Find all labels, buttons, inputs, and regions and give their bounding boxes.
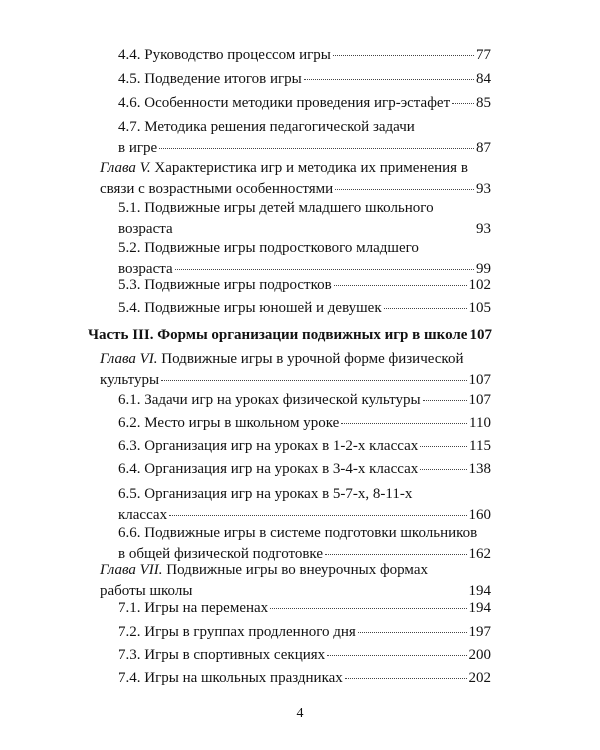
footer-page-number: 4 (296, 706, 304, 721)
toc-page-number: 138 (468, 461, 491, 477)
chapter-label: Глава V. (100, 160, 151, 176)
chapter-title: Подвижные игры в урочной форме физической (157, 351, 464, 367)
toc-page-number: 107 (469, 327, 492, 343)
toc-page-number: 105 (468, 300, 491, 316)
leader-dots (423, 399, 467, 401)
toc-page-number: 200 (468, 647, 491, 663)
toc-page-number: 202 (468, 670, 491, 686)
toc-entry-title: 4.6. Особенности методики проведения игр-эстафет (118, 95, 451, 111)
leader-dots (333, 54, 474, 56)
toc-page-number: 77 (476, 47, 491, 63)
toc-entry (118, 436, 491, 457)
toc-entry-title-cont: возраста (118, 261, 173, 277)
leader-dots (270, 607, 466, 609)
leader-dots (420, 445, 467, 447)
leader-dots (384, 307, 467, 309)
toc-page-number: 197 (468, 624, 491, 640)
toc-entry-title: 4.7. Методика решения педагогической задачи (118, 119, 415, 135)
leader-dots (341, 422, 467, 424)
toc-entry-title: 5.4. Подвижные игры юношей и девушек (118, 300, 382, 316)
leader-dots (335, 188, 474, 190)
toc-chapter (100, 349, 491, 391)
chapter-label: Глава VII. (100, 562, 163, 578)
chapter-title: Подвижные игры во внеурочных формах (162, 562, 428, 578)
leader-dots (452, 102, 474, 104)
toc-chapter (100, 560, 491, 602)
leader-dots (358, 631, 467, 633)
toc-entry-title: 4.5. Подведение итогов игры (118, 71, 302, 87)
toc-page-number: 194 (468, 600, 491, 616)
toc-page-number: 115 (469, 438, 491, 454)
toc-page-number: 93 (476, 181, 491, 197)
toc-entry (118, 598, 491, 619)
toc-entry-title: 6.2. Место игры в школьном уроке (118, 415, 340, 431)
toc-entry-title: 7.1. Игры на переменах (118, 600, 269, 616)
toc-entry (118, 275, 491, 296)
leader-dots (334, 284, 467, 286)
toc-page-number: 102 (468, 277, 491, 293)
toc-page-number: 84 (476, 71, 491, 87)
toc-entry (118, 668, 491, 689)
toc-entry (118, 238, 491, 280)
toc-entry-title: 5.3. Подвижные игры подростков (118, 277, 332, 293)
leader-dots (327, 654, 466, 656)
toc-entry (118, 459, 491, 480)
toc-entry (118, 413, 491, 434)
toc-page-number: 107 (468, 372, 491, 388)
leader-dots (161, 379, 466, 381)
toc-entry-title: 7.3. Игры в спортивных секциях (118, 647, 326, 663)
chapter-title: Характеристика игр и методика их применения в (150, 160, 468, 176)
toc-page-number: 194 (468, 583, 491, 599)
toc-entry-title: 7.2. Игры в группах продленного дня (118, 624, 356, 640)
toc-entry (118, 45, 491, 66)
toc-entry-title: 6.1. Задачи игр на уроках физической культуры (118, 392, 421, 408)
toc-entry-title: 5.1. Подвижные игры детей младшего школьного (118, 200, 434, 216)
toc-page-number: 160 (468, 507, 491, 523)
leader-dots (325, 553, 466, 555)
toc-entry-title: 5.2. Подвижные игры подросткового младшего (118, 240, 419, 256)
toc-entry-title-cont: в игре (118, 140, 158, 156)
leader-dots (169, 514, 466, 516)
toc-entry-title: 7.4. Игры на школьных праздниках (118, 670, 343, 686)
toc-entry (118, 645, 491, 666)
toc-entry-title: 6.6. Подвижные игры в системе подготовки школьников (118, 525, 478, 541)
toc-entry-title: 6.3. Организация игр на уроках в 1-2-х классах (118, 438, 419, 454)
chapter-title-cont: связи с возрастными особенностями (100, 181, 334, 197)
toc-entry (118, 298, 491, 319)
toc-entry-title: 4.4. Руководство процессом игры (118, 47, 331, 63)
toc-part (88, 325, 491, 346)
chapter-title-cont: культуры (100, 372, 160, 388)
chapter-label: Глава VI. (100, 351, 158, 367)
toc-chapter (100, 158, 491, 200)
chapter-title-cont: работы школы (100, 583, 193, 599)
part-title: Часть III. Формы организации подвижных игр в школе (88, 327, 468, 343)
toc-page-number: 99 (476, 261, 491, 277)
toc-entry (118, 198, 491, 240)
toc-entry (118, 484, 491, 526)
toc-page-number: 162 (468, 546, 491, 562)
leader-dots (420, 468, 466, 470)
toc-entry-title: 6.4. Организация игр на уроках в 3-4-х классах (118, 461, 419, 477)
toc-entry-title-cont: классах (118, 507, 168, 523)
toc-page-number: 107 (468, 392, 491, 408)
leader-dots (345, 677, 467, 679)
toc-entry (118, 93, 491, 114)
toc-entry (118, 390, 491, 411)
toc-entry (118, 69, 491, 90)
toc-page-number: 110 (469, 415, 491, 431)
toc-page-number: 85 (476, 95, 491, 111)
toc-entry-title-cont: в общей физической подготовке (118, 546, 324, 562)
toc-entry-title: 6.5. Организация игр на уроках в 5-7-х, 8-11-х (118, 486, 413, 502)
leader-dots (159, 147, 474, 149)
toc-entry (118, 523, 491, 565)
toc-entry (118, 622, 491, 643)
toc-page-number: 87 (476, 140, 491, 156)
leader-dots (175, 268, 474, 270)
leader-dots (304, 78, 474, 80)
toc-entry-title-cont: возраста (118, 221, 173, 237)
toc-page-number: 93 (476, 221, 491, 237)
toc-entry (118, 117, 491, 159)
